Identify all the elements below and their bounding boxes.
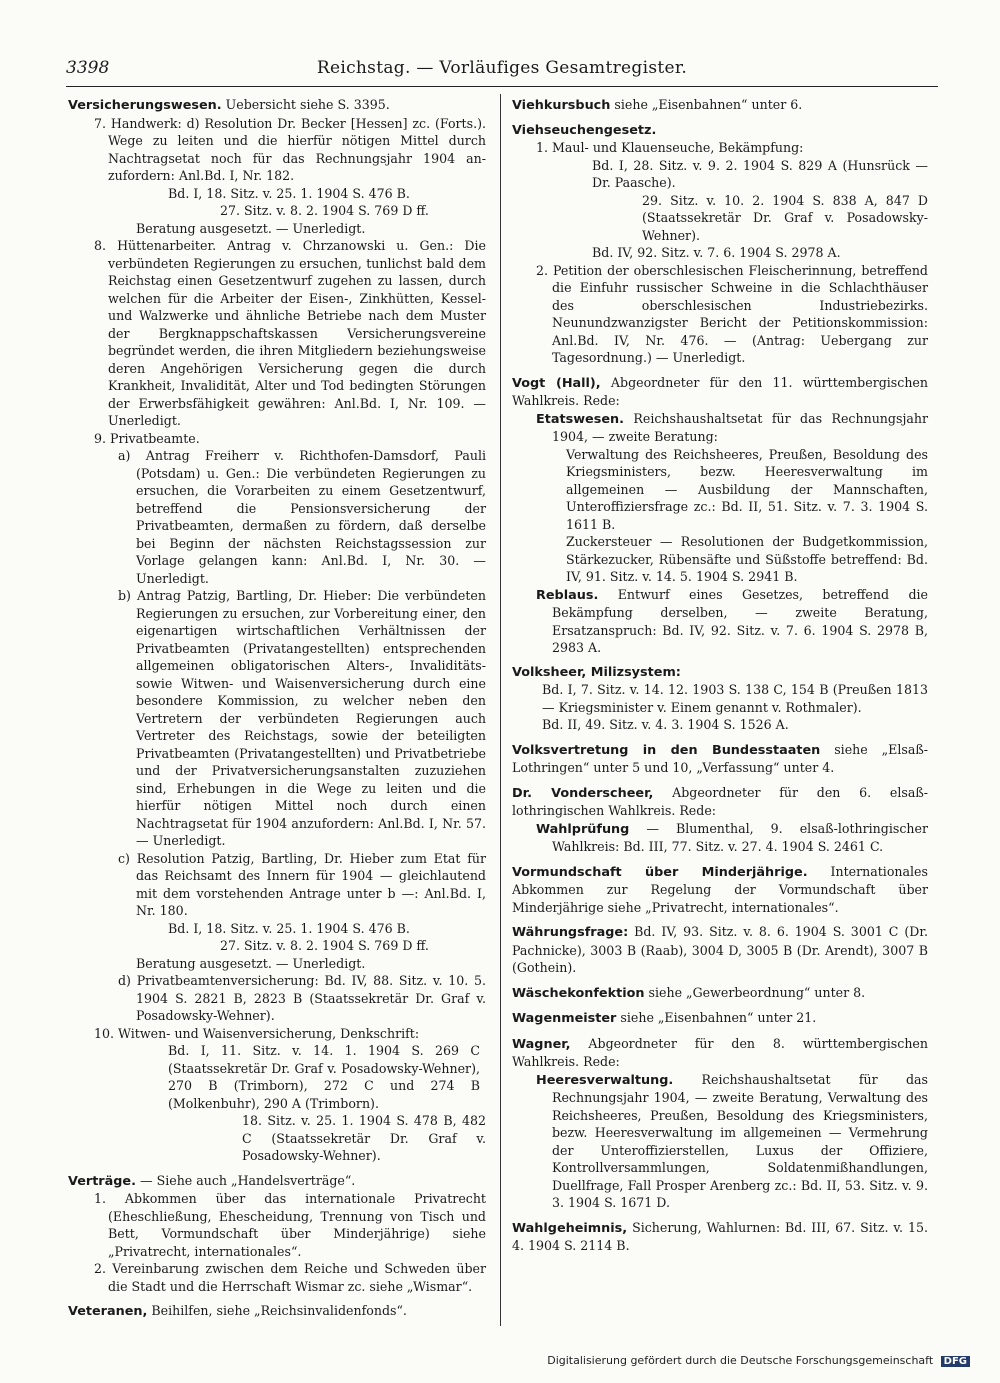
digitization-credit <box>547 1354 970 1367</box>
citation: Bd. I, 28. Sitz. v. 9. 2. 1904 S. 829 A (Hunsrück — Dr. Paasche). <box>592 157 928 190</box>
entry-heading: Dr. Vonderscheer, <box>512 785 654 801</box>
entry-viehkursbuch <box>512 96 928 115</box>
left-column <box>68 96 486 1328</box>
citation: Bd. I, 18. Sitz. v. 25. 1. 1904 S. 476 B. <box>168 185 410 201</box>
entry-text: Abgeordneter für den 8. württembergischen Wahlkreis. Rede: <box>512 1035 928 1069</box>
list-item: a) Antrag Freiherr v. Richthofen-Damsdorf, Pauli (Potsdam) u. Gen.: Die verbündeten Regierungen zu ersuchen, die Vorarbeiten zu einem Gesetzentwurf, betreffend die Pensionsversicherung der Privatbeamten, dermaßen zu fördern, daß derselbe bei Beginn der nächsten Reichstagssession zur Vorlage gelangen kann: Anl.Bd. I, Nr. 30. — Unerledigt. <box>118 448 486 586</box>
citation: Bd. I, 18. Sitz. v. 25. 1. 1904 S. 476 B. <box>168 920 410 936</box>
credit-text: Digitalisierung gefördert durch die Deutsche Forschungsgemeinschaft <box>547 1354 934 1367</box>
entry-heading: Viehkursbuch <box>512 98 611 113</box>
entry-veteranen <box>68 1302 486 1321</box>
entry-heading: Vormundschaft über Minderjährige. <box>512 864 808 880</box>
right-column <box>512 96 928 1262</box>
entry-text: Reichshaushaltsetat für das Rechnungsjahr 1904, — zweite Beratung: <box>552 410 928 444</box>
entry-vonderscheer <box>512 784 928 856</box>
status-text: Beratung ausgesetzt. — Unerledigt. <box>136 220 366 236</box>
entry-text: Beihilfen, siehe „Reichsinvalidenfonds“. <box>151 1303 407 1318</box>
citation: Bd. I, 7. Sitz. v. 14. 12. 1903 S. 138 C, 154 B (Preußen 1813 — Kriegsminister v. Einem genannt v. Rothmaler). <box>542 682 928 715</box>
column-divider <box>500 94 501 1326</box>
list-item: d) Privatbeamtenversicherung: Bd. IV, 88. Sitz. v. 10. 5. 1904 S. 2821 B, 2823 B (Staatssekretär Dr. Graf v. Posadowsky-Wehner). <box>118 973 486 1023</box>
entry-versicherungswesen <box>68 96 486 1165</box>
entry-heading: Viehseuchengesetz. <box>512 122 657 138</box>
entry-heading: Wäschekonfektion <box>512 985 645 1001</box>
entry-text: Entwurf eines Gesetzes, betreffend die Bekämpfung derselben, — zweite Beratung, Ersatzanspruch: Bd. IV, 92. Sitz. v. 7. 6. 1904 S. 2978 B, 2983 A. <box>552 586 928 655</box>
list-item: c) Resolution Patzig, Bartling, Dr. Hieber zum Etat für das Reichsamt des Innern für 1904 — gleichlautend mit dem vorstehenden Antrage unter b —: Anl.Bd. I, Nr. 180. <box>118 850 486 918</box>
entry-text: Internationales Abkommen zur Regelung der Vormundschaft über Minderjährige siehe „Privatrecht, internationales“. <box>512 863 928 915</box>
list-item: 1. Abkommen über das internationale Privatrecht (Eheschließung, Ehescheidung, Trennung von Tisch und Bett, Vormundschaft über Minderjährige) siehe „Privatrecht, internationales“. <box>94 1191 486 1259</box>
entry-heading: Währungsfrage: <box>512 925 629 940</box>
entry-text: Bd. IV, 93. Sitz. v. 8. 6. 1904 S. 3001 C (Dr. Pachnicke), 3003 B (Raab), 3004 D, 3005 B (Dr. Arendt), 3007 B (Gothein). <box>512 924 928 975</box>
cross-reference: — Siehe auch „Handelsverträge“. <box>139 1172 356 1188</box>
citation: 29. Sitz. v. 10. 2. 1904 S. 838 A, 847 D (Staatssekretär Dr. Graf v. Posadowsky-Wehner). <box>642 192 928 243</box>
entry-waehrungsfrage <box>512 923 928 977</box>
citation: Bd. IV, 92. Sitz. v. 7. 6. 1904 S. 2978 A. <box>592 245 841 260</box>
page-number: 3398 <box>66 58 110 78</box>
list-item: b) Antrag Patzig, Bartling, Dr. Hieber: Die verbündeten Regierungen zu ersuchen, zur Vorbereitung einer, den eigenartigen wirtschaftlichen Verhältnissen der Privatbeamten (Privatangestellten) entsprechenden allgemeinen obligatorischen Alters-, Invaliditäts- sowie Witwen- und Waisenversicherung durch eine besondere Kommission, zu welcher neben den Vertretern der verbündeten Regierungen auch Vertreter des Reichstags, sowie der beteiligten Privatbeamten (Privatangestellten) und Privatbetriebe und der Privatversicherungsanstalten zuzuziehen sind, Erhebungen in die Wege zu leiten und die hierfür nötigen Mittel noch durch einen Nachtragsetat für 1904 anzufordern: Anl.Bd. I, Nr. 57. — Unerledigt. <box>118 588 486 848</box>
citation: 18. Sitz. v. 25. 1. 1904 S. 478 B, 482 C (Staatssekretär Dr. Graf v. Posadowsky-Wehner). <box>242 1113 486 1163</box>
entry-waeschekonfektion <box>512 984 928 1003</box>
dfg-logo: DFG <box>941 1356 970 1367</box>
list-item: 2. Vereinbarung zwischen dem Reiche und Schweden über die Stadt und die Herrschaft Wismar zc. siehe „Wismar“. <box>94 1261 486 1294</box>
entry-text: Abgeordneter für den 6. elsaß-lothringischen Wahlkreis. Rede: <box>512 784 928 818</box>
sub-heading: Reblaus. <box>536 587 599 603</box>
entry-text: Reichshaushaltsetat für das Rechnungsjahr 1904, — zweite Beratung, Verwaltung des Reichsheeres, Preußen, Besoldung des Kriegsministers, bezw. Heeresverwaltung im allgemeinen — Vermehrung der Unteroffizierstellen, Luxus der Offiziere, Kontrollversammlungen, Soldatenmißhandlungen, Duellfrage, Fall Prosper Arenberg zc.: Bd. II, 53. Sitz. v. 9. 3. 1904 S. 1671 D. <box>552 1071 928 1210</box>
list-item: 8. Hüttenarbeiter. Antrag v. Chrzanowski u. Gen.: Die verbündeten Regierungen zu ersuchen, tunlichst bald dem Reichstag einen Gesetzentwurf zugehen zu lassen, durch welchen für die Arbeiter der Eisen-, Zinkhütten, Kessel- und Walzwerke und ähnliche Betriebe nach dem Muster der Bergknappschaftskassen Versicherungsvereine begründet werden, die ihren Mitgliedern beziehungsweise deren Angehörigen Versicherung gegen die durch Krankheit, Invalidität, Alter und Tod bedingten Störungen der Erwerbsfähigkeit gewähren: Anl.Bd. I, Nr. 109. — Unerledigt. <box>94 238 486 428</box>
entry-wahlgeheimnis <box>512 1219 928 1255</box>
citation: 27. Sitz. v. 8. 2. 1904 S. 769 D ff. <box>220 938 429 953</box>
entry-viehseuchengesetz <box>512 122 928 367</box>
status-text: Beratung ausgesetzt. — Unerledigt. <box>136 955 366 971</box>
citation: 27. Sitz. v. 8. 2. 1904 S. 769 D ff. <box>220 203 429 218</box>
page-header <box>66 52 938 87</box>
list-item: 2. Petition der oberschlesischen Fleischerinnung, betreffend die Einfuhr russischer Schweine in die Schlachthäuser des oberschlesischen Industriebezirks. Neunundzwanzigster Bericht der Petitionskommission: Anl.Bd. IV, Nr. 476. — (Antrag: Uebergang zur Tagesordnung.) — Unerledigt. <box>536 262 928 365</box>
entry-text: — Blumenthal, 9. elsaß-lothringischer Wahlkreis: Bd. III, 77. Sitz. v. 27. 4. 1904 S. 2461 C. <box>552 820 928 854</box>
citation: Bd. I, 11. Sitz. v. 14. 1. 1904 S. 269 C (Staatssekretär Dr. Graf v. Posadowsky-Wehner), 270 B (Trimborn), 272 C und 274 B (Molkenbuhr), 290 A (Trimborn). <box>168 1043 480 1111</box>
entry-heading: Wagenmeister <box>512 1011 617 1026</box>
entry-heading: Vogt (Hall), <box>512 375 601 391</box>
entry-text: Sicherung, Wahlurnen: Bd. III, 67. Sitz. v. 15. 4. 1904 S. 2114 B. <box>512 1219 928 1253</box>
cross-reference: Uebersicht siehe S. 3395. <box>225 97 390 112</box>
entry-heading: Volksheer, Milizsystem: <box>512 664 681 680</box>
entry-vertraege <box>68 1172 486 1296</box>
citation: Bd. II, 49. Sitz. v. 4. 3. 1904 S. 1526 A. <box>542 717 789 732</box>
entry-vogt <box>512 374 928 657</box>
list-item: 10. Witwen- und Waisenversicherung, Denkschrift: <box>94 1025 420 1041</box>
sub-heading: Etatswesen. <box>536 411 624 427</box>
entry-heading: Veteranen, <box>68 1304 148 1319</box>
sub-entry <box>512 1071 928 1212</box>
entry-wagner <box>512 1035 928 1212</box>
list-item: 1. Maul- und Klauenseuche, Bekämpfung: <box>536 140 804 155</box>
list-item: 7. Handwerk: d) Resolution Dr. Becker [Hessen] zc. (Forts.). Wege zu leiten und die hierfür nötigen Mittel durch Nachtragsetat noch für das Rechnungsjahr 1904 an-zufordern: Anl.Bd. I, Nr. 182. <box>94 115 486 183</box>
entry-heading: Versicherungswesen. <box>68 98 222 113</box>
list-item: 9. Privatbeamte. <box>94 430 200 446</box>
sub-heading: Wahlprüfung <box>536 821 630 837</box>
entry-heading: Wahlgeheimnis, <box>512 1220 628 1236</box>
sub-entry <box>512 586 928 657</box>
entry-volksheer <box>512 664 928 734</box>
sub-entry-detail: Verwaltung des Reichsheeres, Preußen, Besoldung des Kriegsministers, bezw. Heeresverwaltung im allgemeinen — Ausbildung der Mannschaften, Unteroffiziersfrage zc.: Bd. II, 51. Sitz. v. 7. 3. 1904 S. 1611 B. <box>566 446 928 532</box>
sub-entry <box>512 410 928 446</box>
sub-heading: Heeresverwaltung. <box>536 1072 674 1088</box>
entry-heading: Wagner, <box>512 1036 571 1052</box>
sub-entry-detail: Zuckersteuer — Resolutionen der Budgetkommission, Stärkezucker, Rübensäfte und Süßstoffe betreffend: Bd. IV, 91. Sitz. v. 14. 5. 1904 S. 2941 B. <box>566 534 928 584</box>
entry-volksvertretung <box>512 741 928 777</box>
sub-entry <box>512 820 928 856</box>
entry-text: siehe „Eisenbahnen“ unter 21. <box>620 1010 817 1025</box>
entry-heading: Verträge. <box>68 1173 136 1189</box>
entry-wagenmeister <box>512 1009 928 1028</box>
entry-text: siehe „Gewerbeordnung“ unter 8. <box>648 984 866 1000</box>
running-title: Reichstag. — Vorläufiges Gesamtregister. <box>316 58 688 78</box>
entry-vormundschaft <box>512 863 928 917</box>
entry-text: siehe „Elsaß-Lothringen“ unter 5 und 10, „Verfassung“ unter 4. <box>512 741 928 775</box>
entry-text: Abgeordneter für den 11. württembergischen Wahlkreis. Rede: <box>512 374 928 408</box>
entry-text: siehe „Eisenbahnen“ unter 6. <box>614 97 803 112</box>
entry-heading: Volksvertretung in den Bundesstaaten <box>512 742 821 758</box>
